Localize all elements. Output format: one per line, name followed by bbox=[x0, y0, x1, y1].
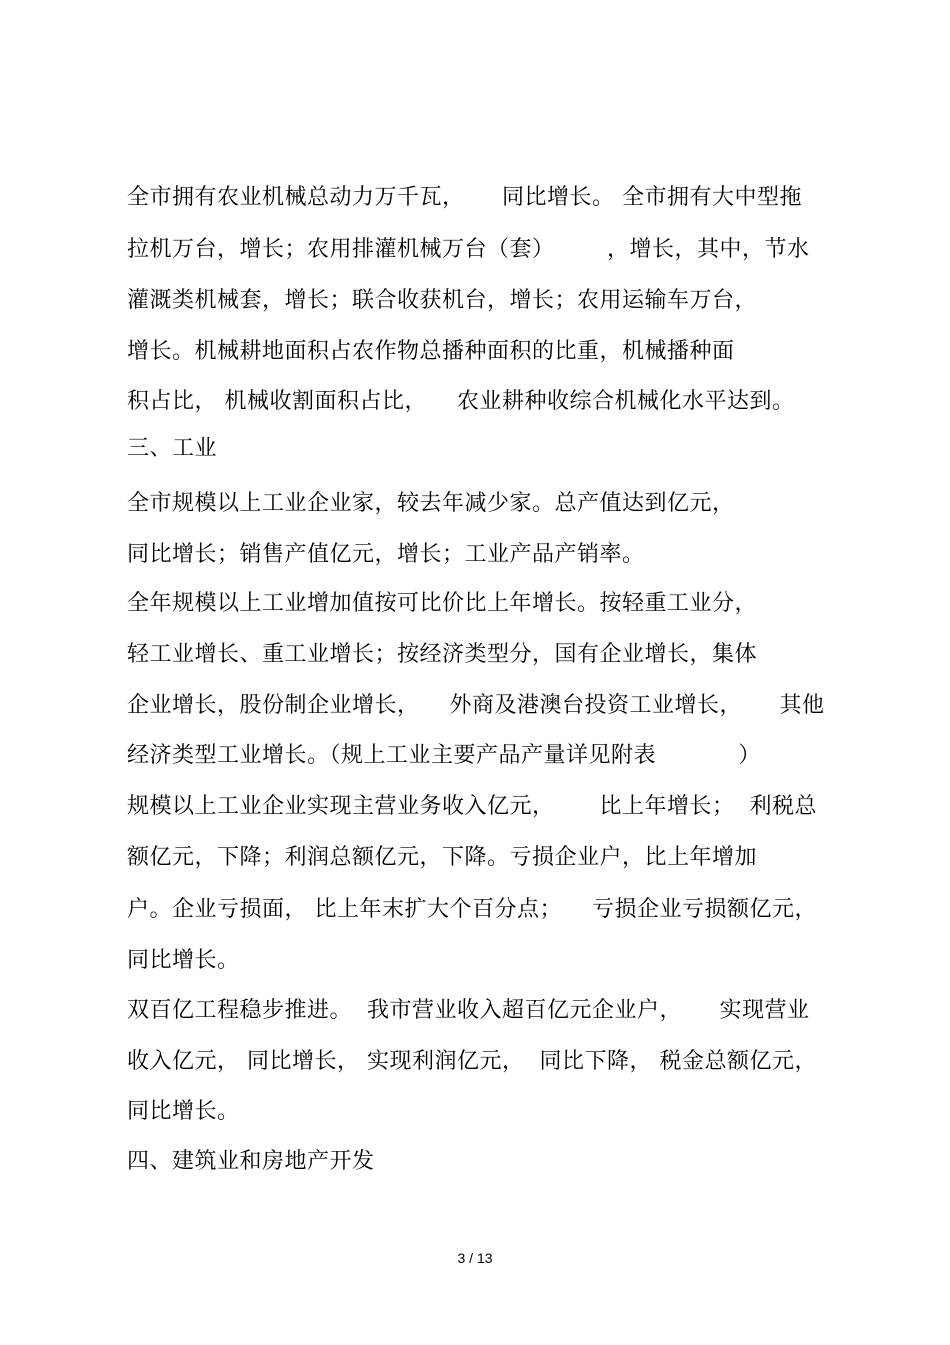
text-line: 经济类型工业增长。（规上工业主要产品产量详见附表 ） bbox=[127, 743, 761, 768]
text-line: 同比增长；销售产值亿元，增长；工业产品产销率。 bbox=[127, 542, 645, 567]
text-line: 额亿元，下降；利润总额亿元，下降。亏损企业户，比上年增加 bbox=[127, 845, 758, 870]
text-line: 双百亿工程稳步推进。 我市营业收入超百亿元企业户， 实现营业 bbox=[127, 998, 810, 1023]
text-line: 积占比， 机械收割面积占比， 农业耕种收综合机械化水平达到。 bbox=[127, 389, 795, 414]
page-number: 3 / 13 bbox=[457, 1250, 493, 1266]
text-line: 户。企业亏损面， 比上年末扩大个百分点； 亏损企业亏损额亿元， bbox=[127, 897, 817, 922]
text-line: 同比增长。 bbox=[127, 948, 240, 973]
section-heading-industry: 三、工业 bbox=[127, 436, 218, 461]
text-line: 增长。机械耕地面积占农作物总播种面积的比重，机械播种面 bbox=[127, 339, 735, 364]
text-line: 全市拥有农业机械总动力万千瓦， 同比增长。 全市拥有大中型拖 bbox=[127, 185, 802, 210]
text-line: 同比增长。 bbox=[127, 1099, 240, 1124]
text-line: 全年规模以上工业增加值按可比价比上年增长。按轻重工业分， bbox=[127, 591, 758, 616]
text-line: 全市规模以上工业企业家，较去年减少家。总产值达到亿元， bbox=[127, 491, 735, 516]
text-line: 企业增长，股份制企业增长， 外商及港澳台投资工业增长， 其他 bbox=[127, 693, 825, 718]
text-line: 轻工业增长、重工业增长；按经济类型分，国有企业增长，集体 bbox=[127, 642, 758, 667]
text-line: 灌溉类机械套，增长；联合收获机台，增长；农用运输车万台， bbox=[127, 288, 758, 313]
text-line: 收入亿元， 同比增长， 实现利润亿元， 同比下降， 税金总额亿元， bbox=[127, 1049, 817, 1074]
text-line: 拉机万台，增长；农用排灌机械万台（套） ，增长，其中，节水 bbox=[127, 237, 810, 262]
section-heading-construction: 四、建筑业和房地产开发 bbox=[127, 1149, 375, 1174]
text-line: 规模以上工业企业实现主营业务收入亿元， 比上年增长； 利税总 bbox=[127, 794, 817, 819]
